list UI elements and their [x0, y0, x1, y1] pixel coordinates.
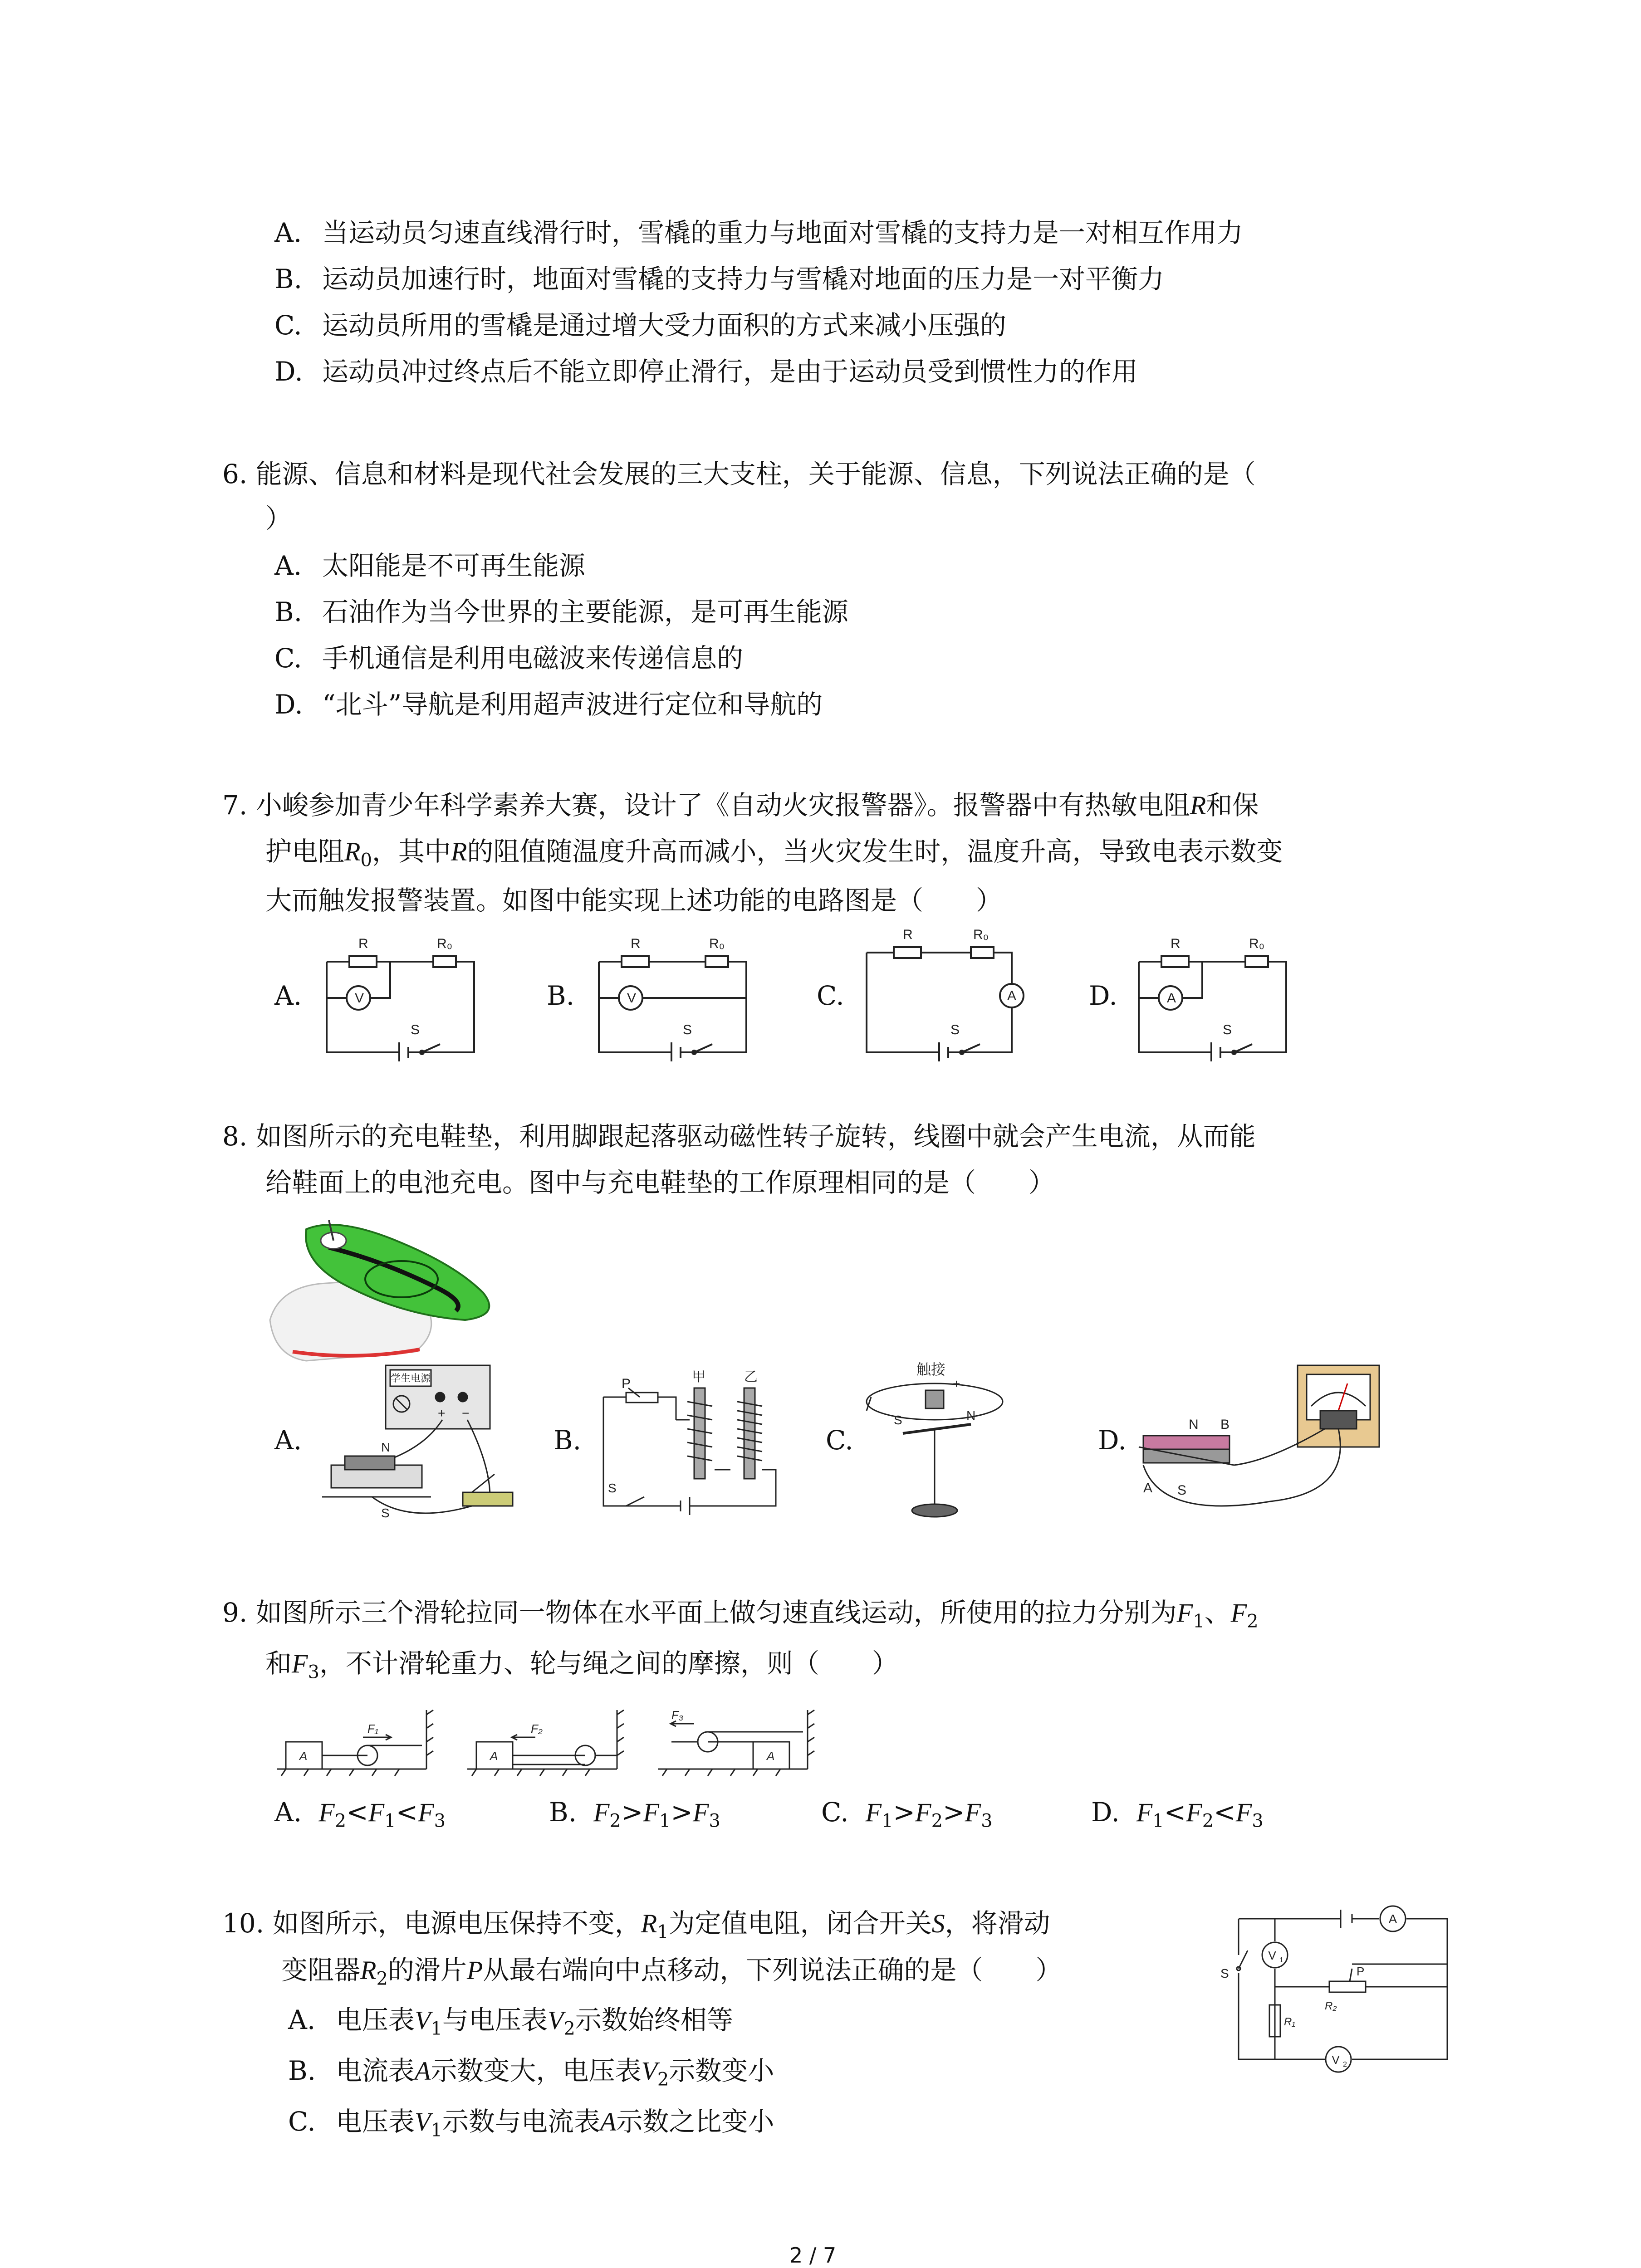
svg-text:−: −	[462, 1406, 470, 1420]
svg-text:F₂: F₂	[531, 1722, 543, 1735]
q10-stem-line1: 10. 如图所示，电源电压保持不变，$R_1$为定值电阻，闭合开关S，将滑动	[222, 1908, 1050, 1943]
svg-text:V: V	[627, 991, 637, 1006]
q9-pulley-1	[272, 1706, 436, 1789]
svg-text:甲: 甲	[692, 1369, 705, 1384]
svg-text:+: +	[438, 1406, 446, 1420]
svg-text:S: S	[683, 1022, 692, 1037]
q7-label-a: A.	[274, 980, 302, 1011]
svg-text:F₃: F₃	[671, 1708, 684, 1722]
q7-circuit-a	[318, 925, 481, 1063]
svg-text:A: A	[1143, 1481, 1153, 1496]
svg-text:R: R	[903, 927, 913, 942]
q9-option-c: C. $F_1>F_2>F_3$	[821, 1797, 993, 1832]
q7-label-c: C.	[817, 980, 844, 1011]
q8-stem-line1: 8. 如图所示的充电鞋垫，利用脚跟起落驱动磁性转子旋转，线圈中就会产生电流，从而能	[222, 1121, 1256, 1152]
svg-text:S: S	[381, 1506, 390, 1520]
q6-number: 6.	[222, 459, 248, 489]
q6-stem-end: ）	[265, 503, 292, 534]
svg-text:V: V	[354, 991, 364, 1006]
svg-text:乙: 乙	[744, 1369, 758, 1384]
q8-label-b: B.	[554, 1425, 582, 1456]
q6-option-a: A. 太阳能是不可再生能源	[274, 550, 586, 581]
svg-text:S: S	[1220, 1966, 1229, 1980]
svg-text:R: R	[631, 936, 641, 951]
svg-text:R: R	[358, 936, 368, 951]
q7-stem-line3: 大而触发报警装置。如图中能实现上述功能的电路图是（ ）	[265, 885, 1003, 916]
q8-stem-line2: 给鞋面上的电池充电。图中与充电鞋垫的工作原理相同的是（ ）	[265, 1167, 1055, 1198]
svg-text:R₀: R₀	[709, 936, 725, 951]
q10-option-c: C. 电压表$V_1$示数与电流表A示数之比变小	[288, 2106, 774, 2141]
svg-text:S: S	[950, 1022, 960, 1037]
q8-label-d: D.	[1098, 1425, 1127, 1456]
svg-text:R₀: R₀	[437, 936, 453, 951]
svg-text:A: A	[490, 1749, 498, 1763]
q7-label-d: D.	[1089, 980, 1117, 1011]
q6-option-c: C. 手机通信是利用电磁波来传递信息的	[274, 643, 744, 674]
q7-stem-line2: 护电阻$R_0$，其中R的阻值随温度升高而减小，当火灾发生时，温度升高，导致电表示数变	[265, 836, 1283, 871]
svg-text:A: A	[1166, 991, 1176, 1006]
q10-circuit	[1216, 1896, 1461, 2079]
svg-text:触接: 触接	[916, 1361, 946, 1378]
svg-text:N: N	[966, 1408, 976, 1422]
q6-option-d: D. “北斗”导航是利用超声波进行定位和导航的	[274, 689, 823, 720]
svg-text:V: V	[1268, 1949, 1276, 1962]
q9-option-a: A. $F_2<F_1<F_3$	[274, 1797, 446, 1832]
q5-option-d: D. 运动员冲过终点后不能立即停止滑行，是由于运动员受到惯性力的作用	[274, 356, 1138, 387]
svg-text:B: B	[1220, 1417, 1230, 1432]
q9-option-d: D. $F_1<F_2<F_3$	[1091, 1797, 1264, 1832]
svg-text:P: P	[622, 1376, 631, 1391]
q7-label-b: B.	[547, 980, 575, 1011]
q9-option-b: B. $F_2>F_1>F_3$	[549, 1797, 720, 1832]
svg-text:R: R	[1171, 936, 1181, 951]
svg-text:R₀: R₀	[1249, 936, 1265, 951]
q7-circuit-c	[857, 921, 1030, 1063]
q9-pulley-3	[653, 1706, 817, 1789]
svg-text:N: N	[1189, 1417, 1199, 1432]
svg-text:+: +	[953, 1377, 960, 1391]
q8-label-a: A.	[274, 1425, 302, 1456]
svg-text:F₁: F₁	[367, 1722, 379, 1735]
svg-text:A: A	[299, 1749, 308, 1763]
svg-text:R₀: R₀	[973, 927, 989, 942]
q8-figure-a	[318, 1361, 526, 1526]
svg-text:P: P	[1357, 1965, 1365, 1978]
q7-stem-line1: 7. 小峻参加青少年科学素养大赛，设计了《自动火灾报警器》。报警器中有热敏电阻R和保	[222, 790, 1259, 821]
svg-text:学生电源: 学生电源	[390, 1373, 431, 1384]
svg-text:R₂: R₂	[1325, 2000, 1337, 2012]
q8-label-c: C.	[826, 1425, 853, 1456]
svg-text:A: A	[1388, 1912, 1397, 1926]
svg-text:1: 1	[1279, 1956, 1283, 1964]
svg-text:2: 2	[1343, 2061, 1347, 2068]
q8-figure-d	[1134, 1356, 1388, 1530]
q5-option-b: B. 运动员加速行时，地面对雪橇的支持力与雪橇对地面的压力是一对平衡力	[274, 264, 1165, 294]
page-number: 2 / 7	[789, 2243, 837, 2268]
svg-text:A: A	[767, 1749, 775, 1763]
q10-stem-line2: 变阻器$R_2$的滑片P从最右端向中点移动，下列说法正确的是（ ）	[281, 1955, 1062, 1989]
q6-stem: 6. 能源、信息和材料是现代社会发展的三大支柱，关于能源、信息，下列说法正确的是（	[222, 459, 1256, 489]
q9-pulley-2	[463, 1706, 626, 1789]
q8-figure-c	[862, 1356, 1025, 1526]
q9-stem-line1: 9. 如图所示三个滑轮拉同一物体在水平面上做匀速直线运动，所使用的拉力分别为$F_1$、$F_2$	[222, 1597, 1259, 1632]
q5-option-c: C. 运动员所用的雪橇是通过增大受力面积的方式来减小压强的	[274, 310, 1007, 341]
svg-text:S: S	[1177, 1483, 1187, 1498]
q10-option-a: A. 电压表$V_1$与电压表$V_2$示数始终相等	[288, 2004, 733, 2039]
q5-option-a: A. 当运动员匀速直线滑行时，雪橇的重力与地面对雪橇的支持力是一对相互作用力	[274, 217, 1244, 248]
svg-text:R₁: R₁	[1284, 2016, 1295, 2028]
svg-text:S: S	[411, 1022, 420, 1037]
charging-insole-image	[265, 1216, 501, 1367]
q10-option-b: B. 电流表A示数变大，电压表$V_2$示数变小	[288, 2055, 774, 2090]
q7-circuit-b	[590, 925, 753, 1063]
svg-text:N: N	[381, 1440, 391, 1454]
q6-option-b: B. 石油作为当今世界的主要能源，是可再生能源	[274, 596, 849, 627]
svg-text:V: V	[1332, 2053, 1340, 2067]
q8-figure-b	[594, 1361, 785, 1526]
svg-text:A: A	[1007, 988, 1017, 1003]
q7-circuit-d	[1130, 925, 1293, 1063]
svg-text:S: S	[894, 1413, 902, 1427]
svg-text:S: S	[608, 1481, 617, 1495]
q9-stem-line2: 和$F_3$，不计滑轮重力、轮与绳之间的摩擦，则（ ）	[265, 1648, 898, 1683]
svg-text:S: S	[1223, 1022, 1232, 1037]
